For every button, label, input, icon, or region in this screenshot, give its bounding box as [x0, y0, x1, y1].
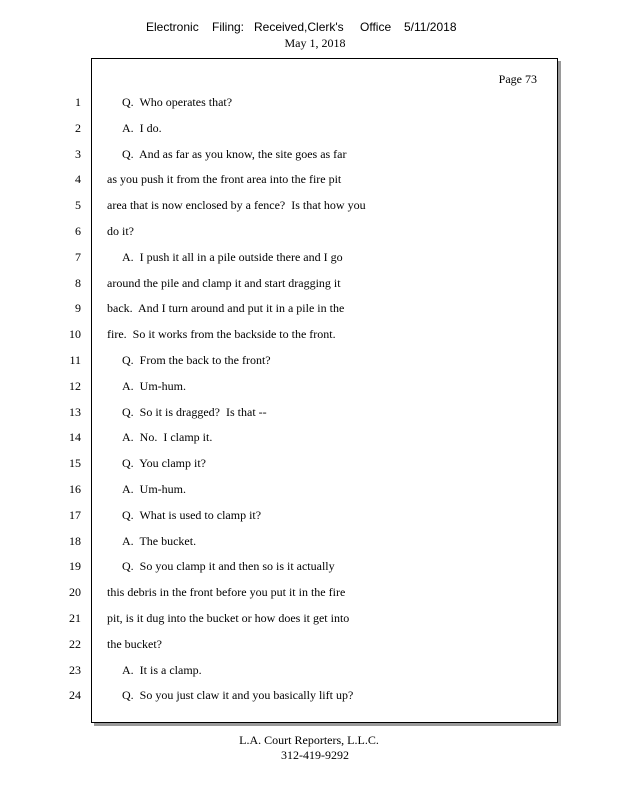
reporter-phone: 312-419-9292 [281, 748, 349, 762]
line-text: Q. So it is dragged? Is that -- [122, 404, 267, 419]
line-text: back. And I turn around and put it in a pile in the [107, 301, 345, 316]
transcript-line [0, 353, 560, 371]
line-text: Q. You clamp it? [122, 456, 206, 471]
transcript-line [0, 172, 560, 190]
line-number: 3 [75, 146, 81, 161]
line-text: Q. What is used to clamp it? [122, 507, 262, 522]
line-text: pit, is it dug into the bucket or how does it get into [107, 611, 350, 625]
line-number: 20 [69, 585, 81, 600]
filing-stamp-word: Electronic [146, 20, 199, 34]
transcript-line [0, 95, 560, 113]
line-number: 6 [75, 224, 81, 238]
line-number: 2 [75, 120, 81, 135]
line-text: A. I push it all in a pile outside there and I go [122, 249, 343, 264]
transcript-line [0, 301, 560, 319]
line-number: 14 [69, 430, 81, 445]
line-text: as you push it from the front area into the fire pit [107, 172, 342, 187]
line-text: Q. So you clamp it and then so is it actually [122, 559, 335, 574]
filing-stamp-word: 5/11/2018 [404, 20, 457, 34]
line-text: A. Um-hum. [122, 482, 186, 496]
line-text: Q. From the back to the front? [122, 353, 271, 367]
line-number: 23 [69, 662, 81, 677]
line-text: A. No. I clamp it. [122, 430, 213, 445]
line-number: 7 [75, 249, 81, 264]
transcript-line [0, 250, 560, 268]
transcript-line [0, 224, 560, 242]
filing-stamp-word: Received,Clerk's [254, 20, 344, 34]
filing-stamp [146, 20, 476, 36]
line-number: 11 [69, 353, 81, 367]
filing-stamp-word: Office [360, 20, 392, 34]
line-text: A. I do. [122, 120, 162, 135]
line-number: 1 [75, 95, 81, 109]
line-text: Q. Who operates that? [122, 95, 233, 109]
transcript-line [0, 508, 560, 526]
transcript-line [0, 456, 560, 474]
line-number: 8 [75, 275, 81, 290]
transcript-line [0, 379, 560, 397]
line-text: A. The bucket. [122, 533, 197, 548]
line-number: 9 [75, 301, 81, 316]
transcript-line [0, 663, 560, 681]
transcript-line [0, 430, 560, 448]
line-number: 15 [69, 456, 81, 471]
transcript-line [0, 121, 560, 139]
line-number: 24 [69, 688, 81, 703]
transcript-line [0, 482, 560, 500]
line-text: Q. And as far as you know, the site goes as far [122, 146, 347, 161]
transcript-line [0, 276, 560, 294]
filing-stamp-word: Filing: [212, 20, 245, 34]
line-number: 22 [69, 636, 81, 651]
transcript-line [0, 637, 560, 655]
line-text: A. Um-hum. [122, 378, 186, 393]
transcript-line [0, 198, 560, 216]
line-number: 18 [69, 533, 81, 548]
transcript-line [0, 327, 560, 345]
line-number: 16 [69, 482, 81, 496]
line-number: 17 [69, 507, 81, 522]
line-text: fire. So it works from the backside to the front. [107, 327, 336, 342]
transcript-line [0, 585, 560, 603]
transcript-date: May 1, 2018 [284, 36, 346, 50]
transcript-line [0, 559, 560, 577]
transcript-line [0, 534, 560, 552]
line-number: 10 [69, 327, 81, 342]
line-text: Q. So you just claw it and you basically lift up? [122, 688, 354, 703]
line-number: 4 [75, 172, 81, 187]
line-text: A. It is a clamp. [122, 662, 202, 677]
line-number: 13 [69, 404, 81, 419]
line-number: 21 [69, 611, 81, 625]
line-text: around the pile and clamp it and start dragging it [107, 275, 341, 290]
line-text: this debris in the front before you put it in the fire [107, 585, 346, 600]
transcript-line [0, 405, 560, 423]
line-number: 5 [75, 198, 81, 213]
transcript-line [0, 147, 560, 165]
reporter-company: L.A. Court Reporters, L.L.C. [239, 733, 379, 747]
line-text: do it? [107, 224, 134, 238]
page-number: Page 73 [498, 72, 537, 86]
line-number: 19 [69, 559, 81, 574]
line-text: the bucket? [107, 636, 162, 651]
transcript-line [0, 688, 560, 706]
line-text: area that is now enclosed by a fence? Is that how you [107, 198, 366, 213]
transcript-line [0, 611, 560, 629]
line-number: 12 [69, 378, 81, 393]
